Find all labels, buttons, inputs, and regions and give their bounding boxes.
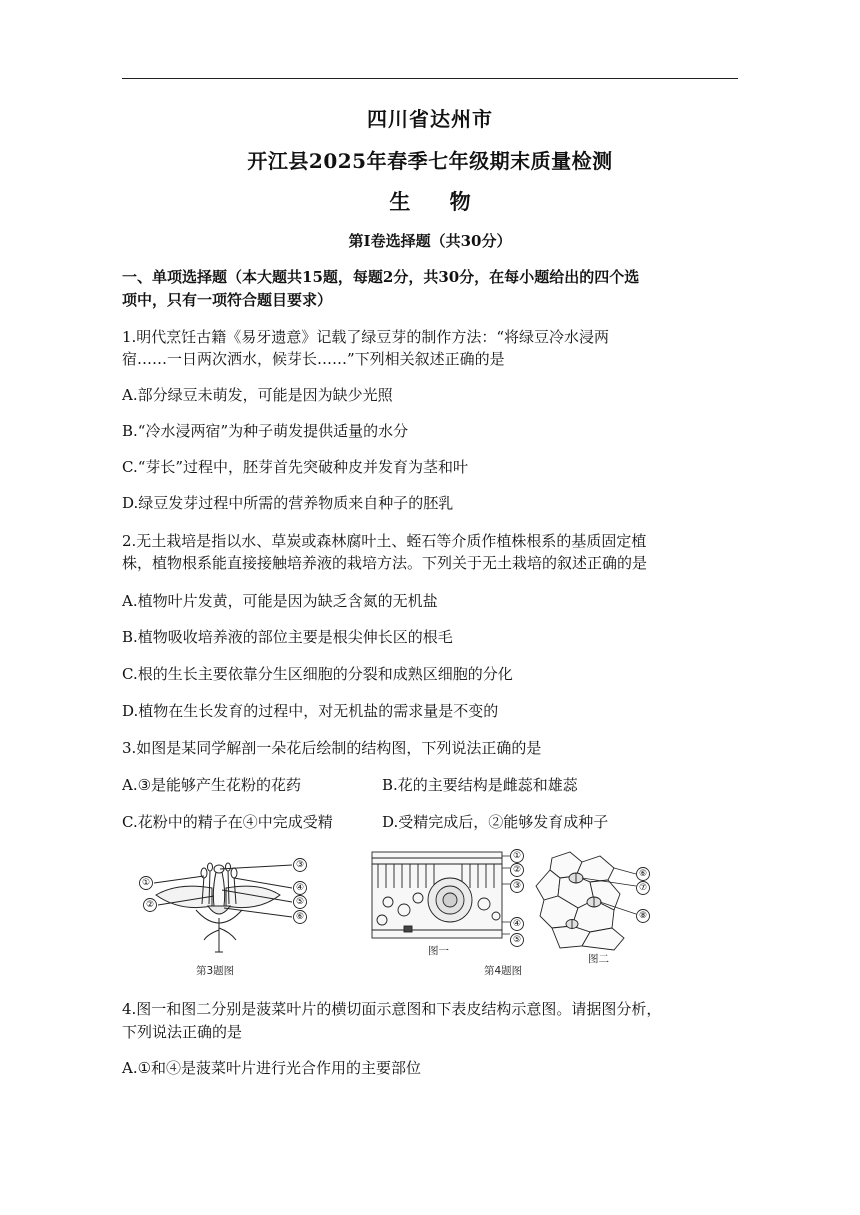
leaf-label-2: [511, 864, 524, 877]
fig4-part2-label: 图二: [588, 953, 609, 965]
epidermis-label-6: [637, 868, 650, 881]
exam-region: 四川省达州市: [367, 107, 493, 131]
leaf-labels: [502, 850, 524, 947]
section-heading-line2: 项中，只有一项符合题目要求）: [122, 291, 333, 309]
svg-text:③: ③: [512, 881, 522, 891]
svg-text:⑥: ⑥: [295, 912, 305, 922]
svg-text:⑦: ⑦: [638, 883, 648, 893]
svg-text:③: ③: [295, 860, 305, 870]
fig4-part1-label: 图一: [428, 945, 449, 957]
q1-option-b: B.“冷水浸两宿”为种子萌发提供适量的水分: [122, 422, 409, 440]
flower-label-6: [294, 911, 307, 924]
svg-text:⑤: ⑤: [295, 897, 305, 907]
q2-stem-line1: 2.无土栽培是指以水、草炭或森林腐叶土、蛭石等介质作植株根系的基质固定植: [122, 532, 647, 550]
leaf-label-1: [511, 850, 524, 863]
flower-label-5: [294, 896, 307, 909]
q2-stem-line2: 株，植物根系能直接接触培养液的栽培方法。下列关于无土栽培的叙述正确的是: [122, 554, 648, 572]
q4-stem-line1: 4.图一和图二分别是菠菜叶片的横切面示意图和下表皮结构示意图。请据图分析，: [122, 1000, 662, 1018]
fig3-caption: 第3题图: [196, 965, 235, 977]
svg-text:⑤: ⑤: [512, 935, 522, 945]
top-rule: [122, 78, 738, 79]
svg-text:①: ①: [141, 878, 151, 888]
q3-option-c: C.花粉中的精子在④中完成受精: [122, 813, 333, 831]
epidermis-label-8: [637, 910, 650, 923]
q2-option-d: D.植物在生长发育的过程中，对无机盐的需求量是不变的: [122, 702, 499, 720]
subject-title: 生 物: [389, 189, 487, 214]
flower-label-4: [294, 882, 307, 895]
svg-text:②: ②: [512, 865, 522, 875]
q3-option-b: B.花的主要结构是雌蕊和雄蕊: [382, 776, 578, 794]
q1-stem-line2: 宿……一日两次洒水，候芽长……”下列相关叙述正确的是: [122, 350, 505, 368]
svg-text:①: ①: [512, 851, 522, 861]
svg-text:⑥: ⑥: [638, 869, 648, 879]
leaf-label-4: [511, 918, 524, 931]
q2-option-b: B.植物吸收培养液的部位主要是根尖伸长区的根毛: [122, 628, 453, 646]
svg-text:⑧: ⑧: [638, 911, 648, 921]
q1-option-a: A.部分绿豆未萌发，可能是因为缺少光照: [122, 386, 393, 404]
q4-stem-line2: 下列说法正确的是: [122, 1023, 243, 1041]
q1-stem-line1: 1.明代烹饪古籍《易牙遗意》记载了绿豆芽的制作方法：“将绿豆冷水浸两: [122, 328, 609, 346]
q1-option-d: D.绿豆发芽过程中所需的营养物质来自种子的胚乳: [122, 494, 454, 512]
figures-row: [120, 840, 660, 985]
svg-text:④: ④: [295, 883, 305, 893]
q4-option-a: A.①和④是菠菜叶片进行光合作用的主要部位: [122, 1059, 422, 1077]
leaf-cross-section: [372, 852, 502, 938]
fig4-caption: 第4题图: [484, 965, 523, 977]
leaf-label-5: [511, 934, 524, 947]
q2-option-a: A.植物叶片发黄，可能是因为缺乏含氮的无机盐: [122, 592, 438, 610]
q1-option-c: C.“芽长”过程中，胚芽首先突破种皮并发育为茎和叶: [122, 458, 469, 476]
q2-option-c: C.根的生长主要依靠分生区细胞的分裂和成熟区细胞的分化: [122, 665, 513, 683]
flower-label-1: [140, 877, 153, 890]
epidermis-label-7: [637, 882, 650, 895]
flower-label-3: [294, 859, 307, 872]
q3-option-d: D.受精完成后，②能够发育成种子: [382, 813, 609, 831]
flower-diagram: [154, 863, 292, 952]
part-title: 第Ⅰ卷选择题（共30分）: [348, 232, 512, 250]
q3-stem: 3.如图是某同学解剖一朵花后绘制的结构图，下列说法正确的是: [122, 739, 542, 757]
svg-text:④: ④: [512, 919, 522, 929]
epidermis-diagram: [536, 852, 624, 950]
section-heading-line1: 一、单项选择题（本大题共15题，每题2分，共30分，在每小题给出的四个选: [122, 268, 640, 286]
exam-title: 开江县2025年春季七年级期末质量检测: [247, 149, 613, 173]
flower-label-2: [144, 899, 157, 912]
q3-option-a: A.③是能够产生花粉的花药: [122, 776, 302, 794]
leaf-label-3: [511, 880, 524, 893]
svg-text:②: ②: [145, 900, 155, 910]
